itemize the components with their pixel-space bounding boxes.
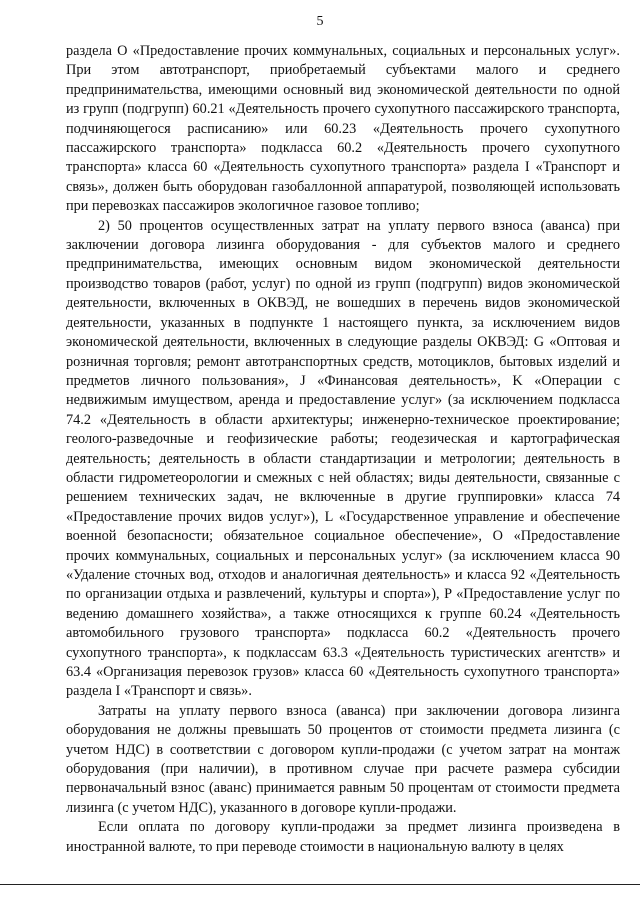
paragraph-subitem-2: 2) 50 процентов осуществленных затрат на уплату первого взноса (аванса) при заключении договора лизинга оборудования - для субъектов малого и среднего предпринимательства, имеющих основным видом экономической деятельности производство товаров (работ, услуг) по одной из групп (подгрупп) видов экономической деятельности, включенных в ОКВЭД, не вошедших в перечень видов экономической деятельности, указанных в подпункте 1 настоящего пункта, за исключением видов экономической деятельности, включенных в следующие разделы ОКВЭД: G «Оптовая и розничная торговля; ремонт автотранспортных средств, мотоциклов, бытовых изделий и предметов личного пользования», J «Финансовая деятельность», K «Операции с недвижимым имуществом, аренда и предоставление услуг» (за исключением подкласса 74.2 «Деятельность в области архитектуры; инженерно-техническое проектирование; геолого-разведочные и геофизические работы; геодезическая и картографическая деятельность; деятельность в области стандартизации и метрологии; деятельность в области гидрометеорологии и смежных с ней областях; виды деятельности, связанные с решением технических задач, не включенные в другие группировки» класса 74 «Предоставление прочих видов услуг»), L «Государственное управление и обеспечение военной безопасности; обязательное социальное обеспечение», O «Предоставление прочих коммунальных, социальных и персональных услуг» (за исключением класса 90 «Удаление сточных вод, отходов и аналогичная деятельность» и класса 92 «Деятельность по организации отдыха и развлечений, культуры и спорта»), P «Предоставление услуг по ведению домашнего хозяйства», а также относящихся к группе 60.24 «Деятельность автомобильного грузового транспорта» подкласса 60.2 «Деятельность прочего сухопутного транспорта», к подклассам 63.3 «Деятельность туристических агентств» и 63.4 «Организация перевозок грузов» класса 60 «Деятельность сухопутного транспорта» раздела I «Транспорт и связь». — [66, 217, 620, 700]
paragraph-continuation: раздела О «Предоставление прочих коммунальных, социальных и персональных услуг». При этом автотранспорт, приобретаемый субъектами малого и среднего предпринимательства, имеющими основный вид экономической деятельности по одной из групп (подгрупп) 60.21 «Деятельность прочего сухопутного пассажирского транспорта, подчиняющегося расписанию» или 60.23 «Деятельность прочего сухопутного пассажирского транспорта» подкласса 60.2 «Деятельность прочего сухопутного транспорта» класса 60 «Деятельность сухопутного транспорта» раздела I «Транспорт и связь», должен быть оборудован газобаллонной аппаратурой, позволяющей использовать при перевозках пассажиров экологичное газовое топливо; — [66, 43, 620, 215]
footer-divider — [0, 884, 640, 885]
body-text — [66, 42, 620, 857]
paragraph-foreign-currency: Если оплата по договору купли-продажи за предмет лизинга произведена в иностранной валюте, то при переводе стоимости в национальную валюту в целях — [66, 819, 620, 855]
page-number: 5 — [316, 14, 324, 29]
paragraph-advance-limit: Затраты на уплату первого взноса (аванса) при заключении договора лизинга оборудования не должны превышать 50 процентов от стоимости предмета лизинга (с учетом НДС) в соответствии с договором купли-продажи (с учетом затрат на монтаж оборудования (при наличии), в противном случае при расчете размера субсидии первоначальный взнос (аванс) принимается равным 50 процентам от стоимости предмета лизинга (с учетом НДС), указанного в договоре купли-продажи. — [66, 702, 620, 816]
